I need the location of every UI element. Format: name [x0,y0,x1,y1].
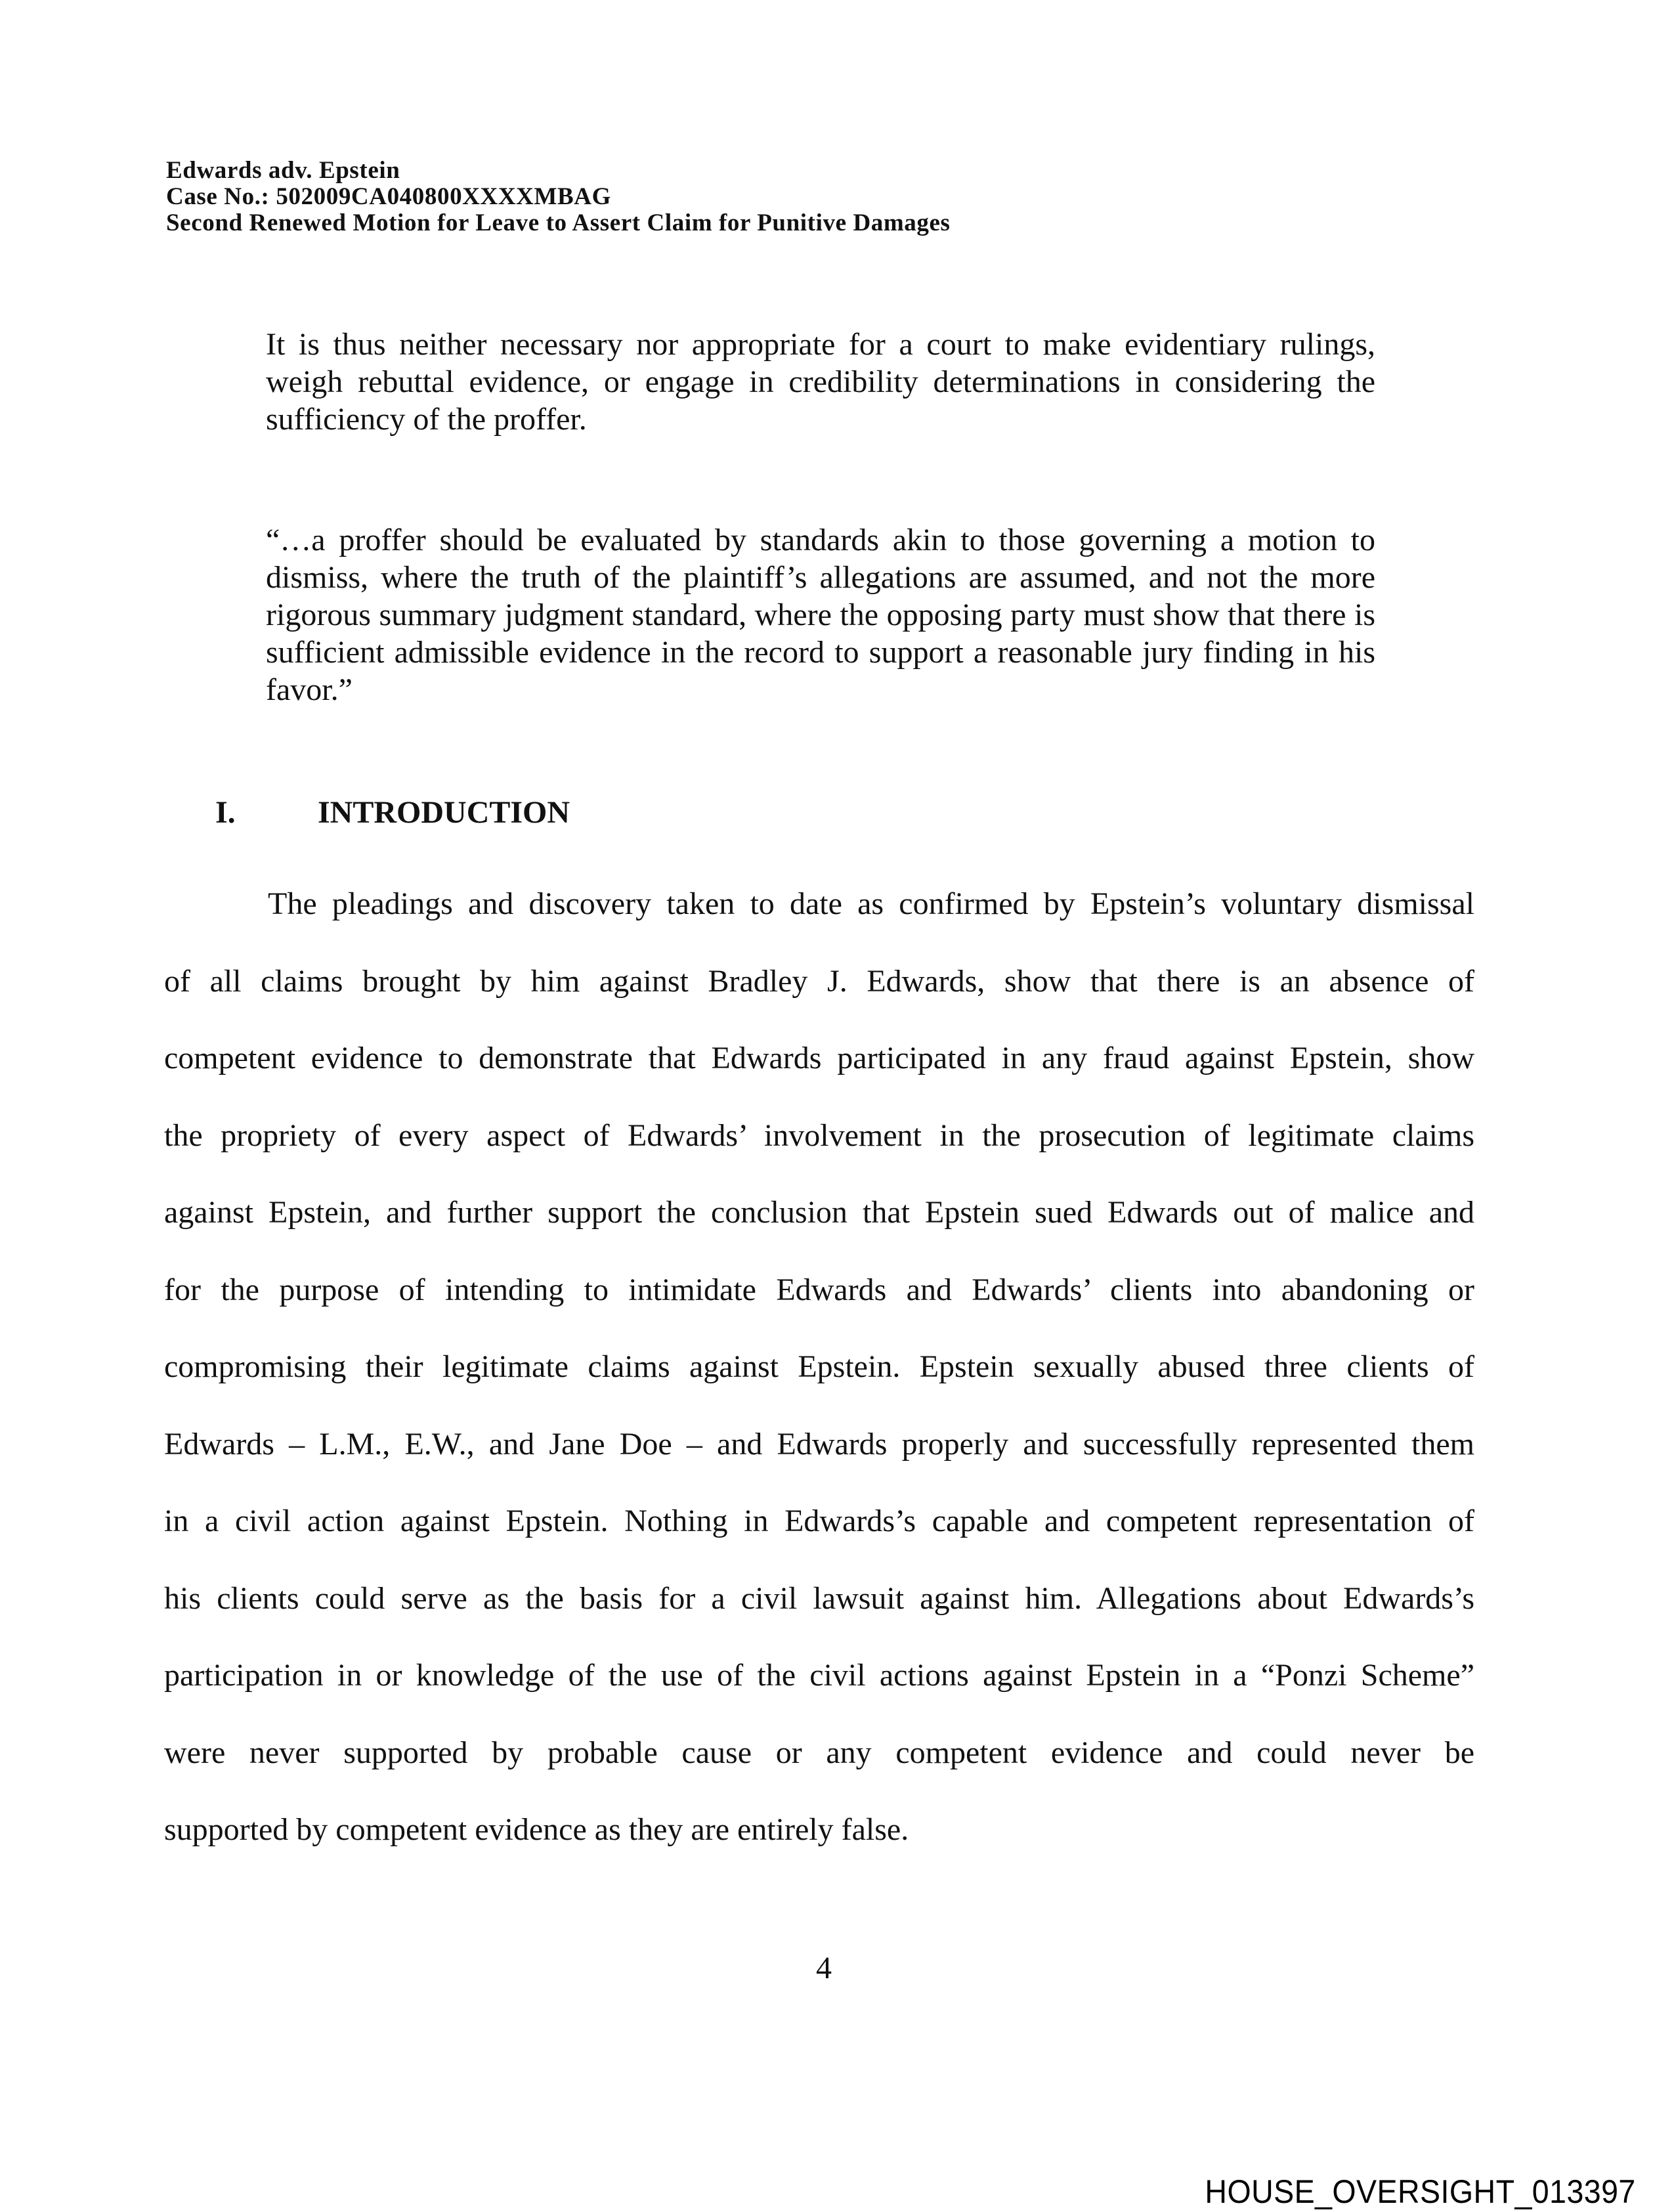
paragraph-line: supported by competent evidence as they are entirely false. [164,1812,909,1847]
paragraph-line: in a civil action against Epstein. Nothing in Edwards’s capable and competent representation of [164,1504,1474,1538]
page-number: 4 [816,1951,832,1985]
paragraph-line: The pleadings and discovery taken to date as confirmed by Epstein’s voluntary dismissal [268,886,1474,921]
paragraph-line: were never supported by probable cause or any competent evidence and could never be [164,1735,1474,1770]
paragraph-line: participation in or knowledge of the use of the civil actions against Epstein in a “Ponzi Scheme” [164,1658,1474,1693]
case-number: Case No.: 502009CA040800XXXXMBAG [166,183,611,210]
paragraph-line: Edwards – L.M., E.W., and Jane Doe – and Edwards properly and successfully represented them [164,1426,1474,1462]
section-heading [215,793,570,833]
section-number: I. [215,795,236,830]
paragraph-line: compromising their legitimate claims against Epstein. Epstein sexually abused three clients of [164,1349,1474,1384]
introduction-paragraph [164,865,1474,1869]
block-quote-motion-to-dismiss: “…a proffer should be evaluated by standards akin to those governing a motion to dismiss, where the truth of the plaintiff’s allegations are assumed, and not the more rigorous summary judgment standard, where the opposing party must show that there is sufficient admissible evidence in the record to support a reasonable jury finding in his favor.” [266,523,1375,707]
section-title: INTRODUCTION [318,795,570,830]
bates-stamp: HOUSE_OVERSIGHT_013397 [1205,2173,1636,2210]
case-title: Edwards adv. Epstein [166,157,400,184]
document-title: Second Renewed Motion for Leave to Assert Claim for Punitive Damages [166,209,951,236]
case-caption [166,158,951,236]
paragraph-line: against Epstein, and further support the conclusion that Epstein sued Edwards out of malice and [164,1195,1474,1230]
paragraph-line: the propriety of every aspect of Edwards’ involvement in the prosecution of legitimate claims [164,1117,1474,1153]
paragraph-line: competent evidence to demonstrate that Edwards participated in any fraud against Epstein, show [164,1041,1474,1075]
block-quote-proffer-standard: It is thus neither necessary nor appropriate for a court to make evidentiary rulings, weigh rebuttal evidence, or engage in credibility determinations in considering the sufficiency of the proffer. [266,327,1375,437]
paragraph-line: his clients could serve as the basis for a civil lawsuit against him. Allegations about Edwards’s [164,1580,1474,1616]
paragraph-line: of all claims brought by him against Bradley J. Edwards, show that there is an absence of [164,963,1474,999]
paragraph-line: for the purpose of intending to intimidate Edwards and Edwards’ clients into abandoning or [164,1272,1474,1307]
